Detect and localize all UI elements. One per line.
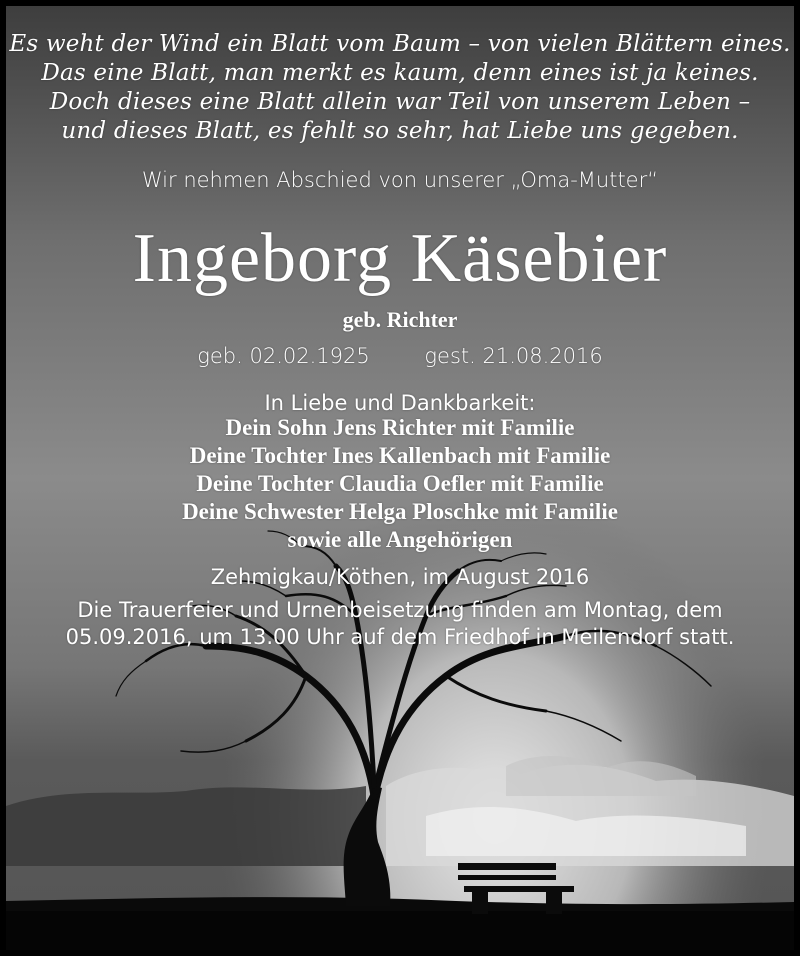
maiden-name: geb. Richter — [342, 307, 458, 332]
ceremony-line: Die Trauerfeier und Urnenbeisetzung finden am Montag, dem — [77, 598, 723, 622]
mourner-line: Deine Schwester Helga Ploschke mit Familie — [182, 499, 618, 524]
mourner-line: Deine Tochter Ines Kallenbach mit Familie — [189, 443, 611, 468]
mourners-intro: In Liebe und Dankbarkeit: — [264, 391, 536, 415]
ceremony-line: 05.09.2016, um 13.00 Uhr auf dem Friedhof in Meilendorf statt. — [65, 625, 735, 649]
poem — [0, 30, 800, 146]
poem-line: Das eine Blatt, man merkt es kaum, denn eines ist ja keines. — [41, 60, 759, 86]
deceased-name: Ingeborg Käsebier — [132, 220, 668, 297]
death-date: gest. 21.08.2016 — [424, 344, 603, 368]
poem-line: Es weht der Wind ein Blatt vom Baum – von vielen Blättern eines. — [9, 31, 791, 57]
mourner-line: Deine Tochter Claudia Oefler mit Familie — [196, 471, 604, 496]
ceremony-info — [0, 597, 800, 651]
birth-date: geb. 02.02.1925 — [197, 344, 370, 368]
life-dates — [0, 344, 800, 368]
farewell-intro: Wir nehmen Abschied von unserer „Oma-Mutter“ — [141, 168, 659, 192]
mourner-line: Dein Sohn Jens Richter mit Familie — [225, 415, 575, 440]
place-date: Zehmigkau/Köthen, im August 2016 — [210, 565, 590, 589]
poem-line: und dieses Blatt, es fehlt so sehr, hat Liebe uns gegeben. — [61, 118, 739, 144]
poem-line: Doch dieses eine Blatt allein war Teil von unserem Leben – — [49, 89, 751, 115]
mourners-list — [0, 414, 800, 554]
mourner-line: sowie alle Angehörigen — [287, 527, 513, 552]
